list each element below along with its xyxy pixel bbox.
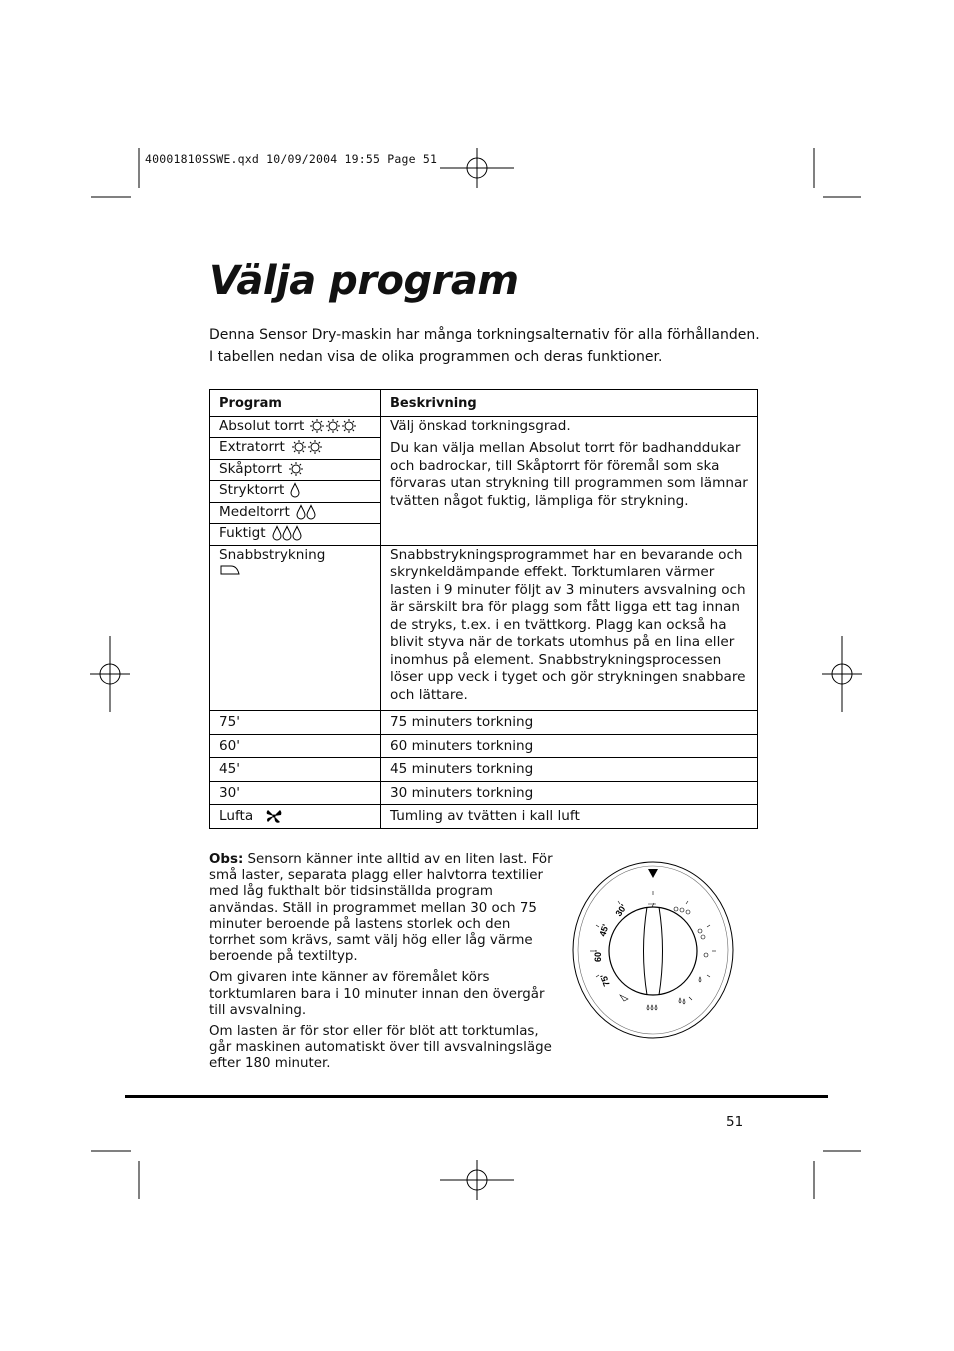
table-row <box>210 805 758 829</box>
dial-pointer-icon <box>648 869 658 878</box>
table-row <box>210 711 758 735</box>
page-number: 51 <box>726 1114 744 1130</box>
program-cell <box>210 481 381 503</box>
notes <box>209 852 554 1078</box>
iron-icon <box>219 564 241 576</box>
program-cell <box>210 459 381 481</box>
sensor-desc-1: Välj önskad torkningsgrad. <box>390 417 571 434</box>
intro-line-1: Denna Sensor Dry-maskin har många torkningsalternativ för alla förhållanden. <box>209 327 760 343</box>
program-name: Absolut torrt <box>219 417 305 434</box>
program-cell <box>210 438 381 460</box>
program-name: Fuktigt <box>219 525 266 541</box>
sun-icon <box>288 461 304 477</box>
footer-rule <box>125 1095 828 1098</box>
program-cell <box>210 416 381 438</box>
program-cell: 60' <box>210 734 381 758</box>
obs-label: Obs: <box>209 852 244 867</box>
intro-text <box>209 324 769 368</box>
table-header-row <box>210 390 758 417</box>
table-row <box>210 545 758 711</box>
dial-knob <box>609 907 697 995</box>
description-cell: Tumling av tvätten i kall luft <box>381 805 758 829</box>
note-obs <box>209 852 554 965</box>
program-name: Stryktorrt <box>219 482 285 498</box>
program-dial <box>568 855 738 1040</box>
table-row <box>210 758 758 782</box>
obs-text: Sensorn känner inte alltid av en liten last. För små laster, separata plagg eller halvtorra textilier med låg fukthalt bör tidsinställda program användas. Ställ in programmet mellan 30 och 75 minuter beroende på lastens storlek och den torrhet som krävs, samt välj hög eller låg värme beroende på textiltyp. <box>209 852 553 965</box>
page-title: Välja program <box>209 258 519 304</box>
fan-icon <box>265 808 283 824</box>
file-slug: 40001810SSWE.qxd 10/09/2004 19:55 Page 51 <box>145 152 438 166</box>
dial-label-60: 60' <box>593 949 603 962</box>
program-cell <box>210 545 381 711</box>
drop-icon <box>290 482 300 498</box>
program-cell: 45' <box>210 758 381 782</box>
snabb-description: Snabbstrykningsprogrammet har en bevarande och skrynkeldämpande effekt. Torktumlaren värmer lasten i 9 minuter följt av 3 minuters avsvalning och är särskilt bra för plagg som fått ligga ett tag innan de stryks, t.ex. i en tvättkorg. Plagg kan också ha blivit styva när de torkats utomhus på en lina eller inomhus på element. Snabbstrykningsprocessen löser upp veck i tyget och gör strykningen snabbare och lättare. <box>381 545 758 711</box>
dial-label-75: 75' <box>598 972 612 988</box>
description-cell: 30 minuters torkning <box>381 781 758 805</box>
program-name: Extratorrt <box>219 439 285 455</box>
table-row <box>210 781 758 805</box>
table-row <box>210 416 758 438</box>
three-drop-icon <box>272 525 302 541</box>
program-name: Medeltorrt <box>219 503 290 520</box>
program-cell: 75' <box>210 711 381 735</box>
header-beskrivning: Beskrivning <box>381 390 758 417</box>
sensor-description <box>381 416 758 545</box>
header-program: Program <box>210 390 381 417</box>
three-sun-icon <box>310 418 356 434</box>
note-2: Om givaren inte känner av föremålet körs torktumlaren bara i 10 minuter innan den övergår till avsvalning. <box>209 970 545 1018</box>
table-row <box>210 734 758 758</box>
program-cell <box>210 805 381 829</box>
program-cell <box>210 524 381 546</box>
sensor-desc-2: Du kan välja mellan Absolut torrt för badhanddukar och badrockar, till Skåptorrt för föremål som ska förvaras utan strykning till programmen som lämnar tvätten något fuktig, lämpliga för strykning. <box>390 440 748 509</box>
two-drop-icon <box>296 504 316 520</box>
description-cell: 60 minuters torkning <box>381 734 758 758</box>
program-cell <box>210 502 381 524</box>
program-name: Snabbstrykning <box>219 546 326 563</box>
dial-label-30: 30' <box>613 902 629 919</box>
two-sun-icon <box>291 439 323 455</box>
program-table <box>209 389 758 829</box>
description-cell: 75 minuters torkning <box>381 711 758 735</box>
dial-label-45: 45' <box>597 922 611 938</box>
program-name: Lufta <box>219 808 254 824</box>
program-cell: 30' <box>210 781 381 805</box>
intro-line-2: I tabellen nedan visa de olika programmen och deras funktioner. <box>209 349 663 365</box>
program-name: Skåptorrt <box>219 460 283 477</box>
note-3: Om lasten är för stor eller för blöt att torktumlas, går maskinen automatiskt över till avsvalningsläge efter 180 minuter. <box>209 1024 552 1072</box>
description-cell: 45 minuters torkning <box>381 758 758 782</box>
